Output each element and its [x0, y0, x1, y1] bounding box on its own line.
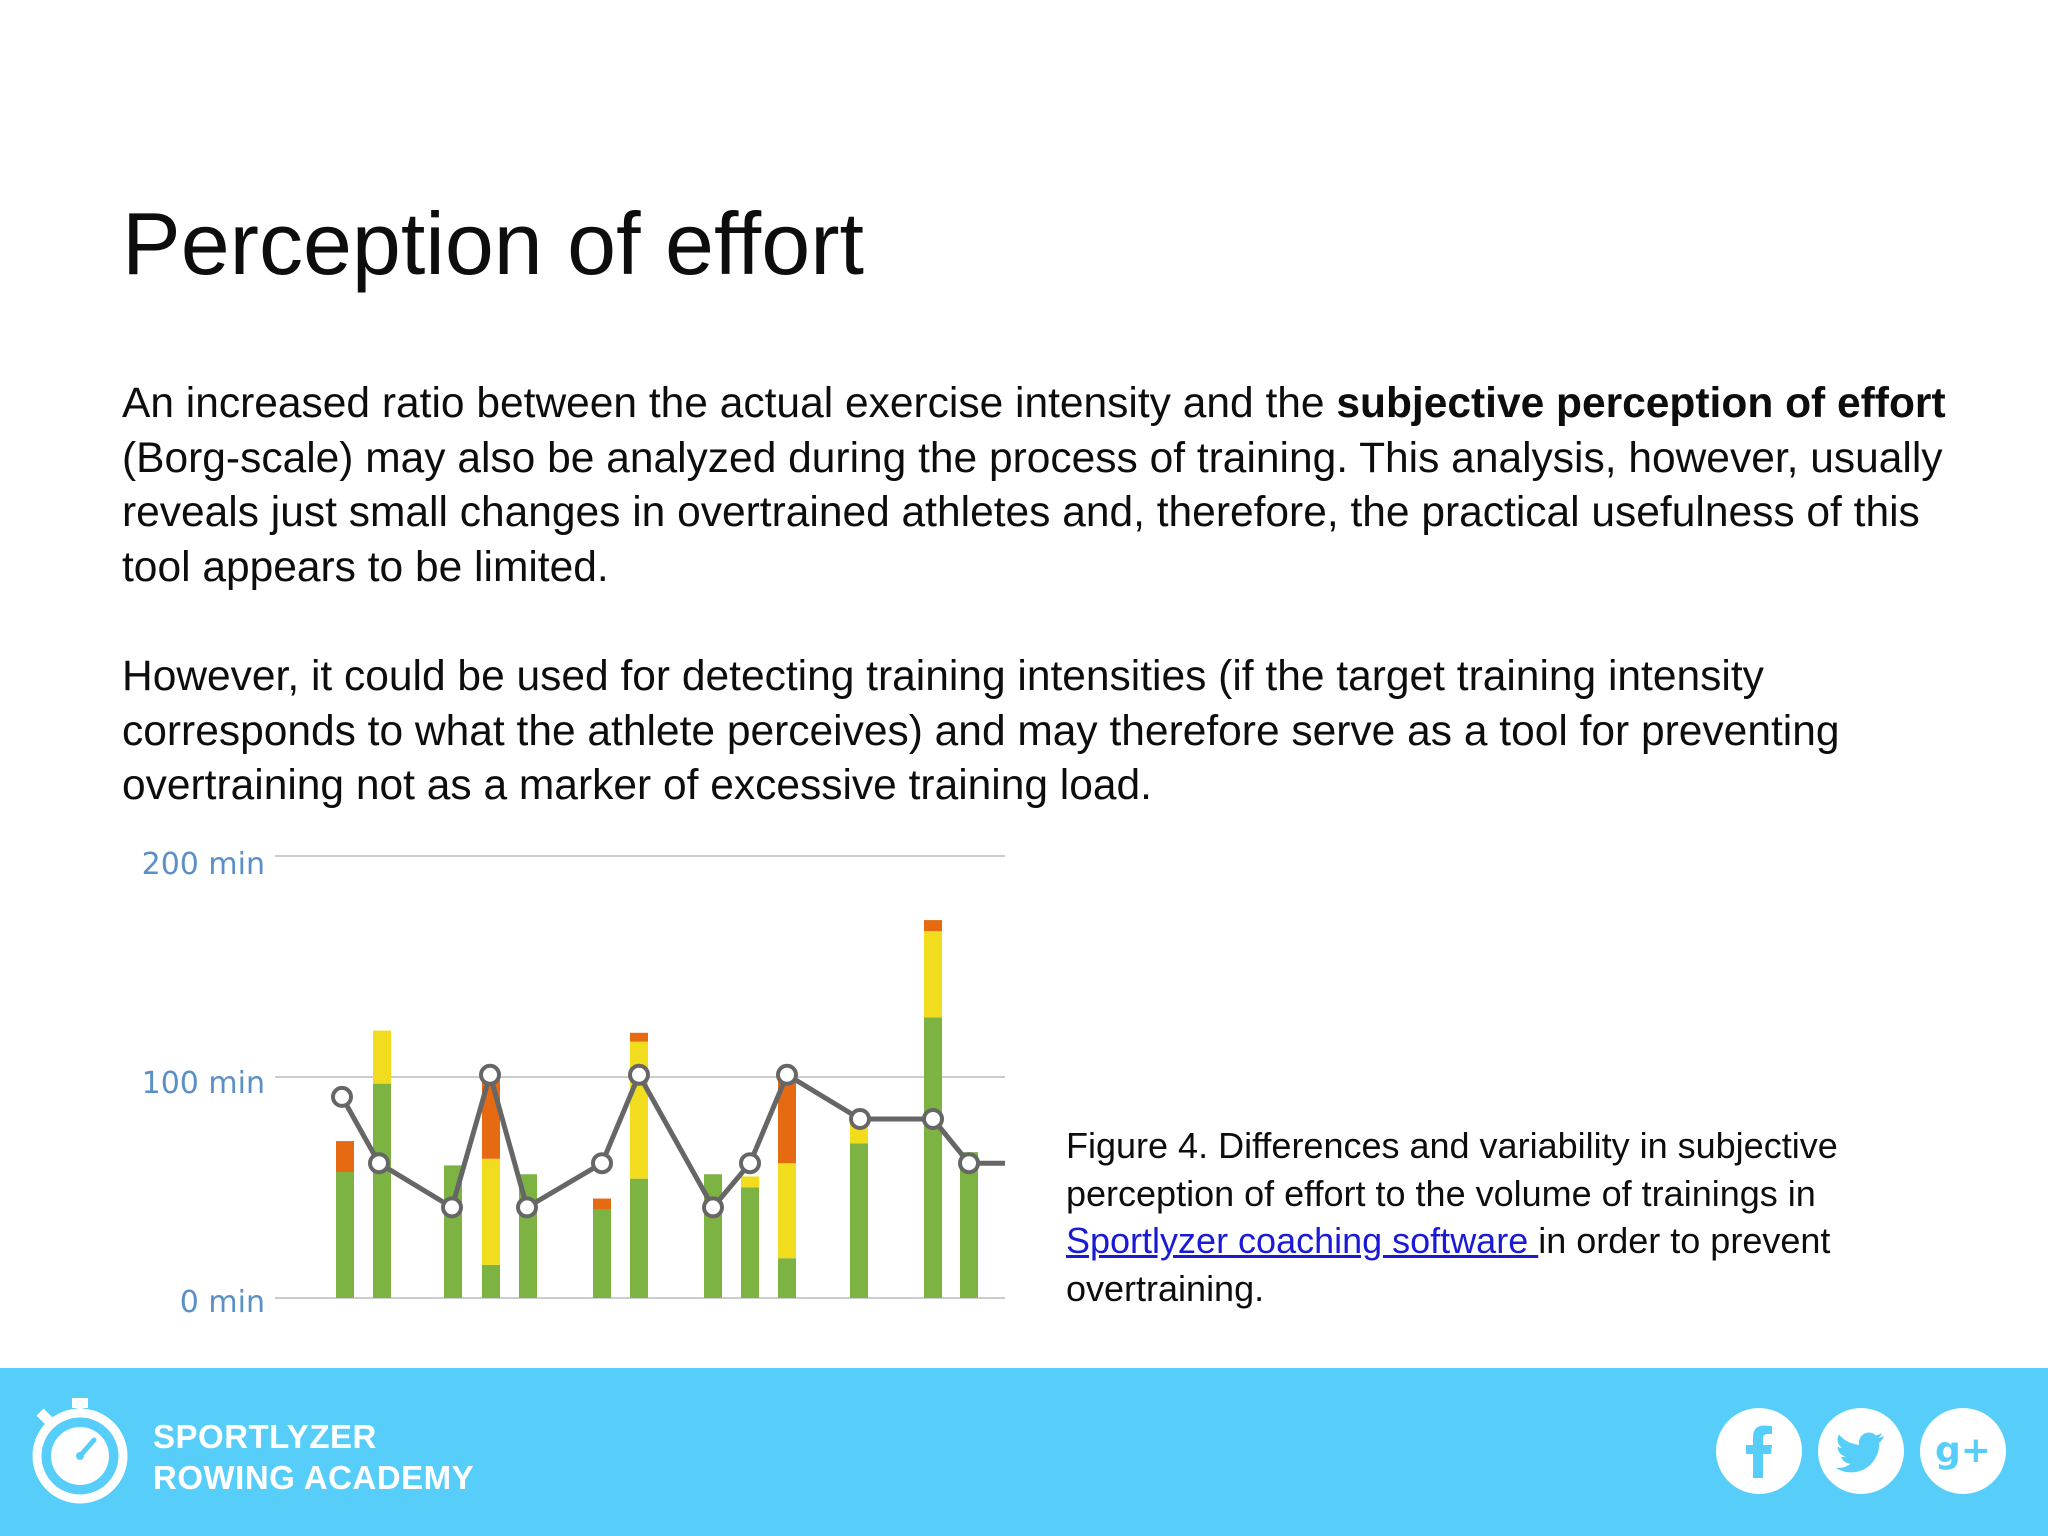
bar-7-yellow	[630, 1042, 648, 1179]
bar-9-yellow	[741, 1176, 759, 1187]
para1-text-end: (Borg-scale) may also be analyzed during the process of training. This analysis, however, usually reveals just small changes in overtrained athletes and, therefore, the practical usefulness of this tool appears to be limited.	[122, 434, 1943, 591]
rpe-point-11	[851, 1110, 869, 1128]
para1-text-start: An increased ratio between the actual exercise intensity and the	[122, 380, 1337, 427]
bar-9-green	[741, 1188, 759, 1299]
bar-12-orange	[924, 920, 942, 931]
bar-10-green	[778, 1258, 796, 1298]
twitter-button[interactable]	[1818, 1408, 1904, 1494]
bar-10-yellow	[778, 1163, 796, 1258]
y-tick-0: 0 min	[179, 1285, 265, 1320]
facebook-button[interactable]	[1716, 1408, 1802, 1494]
sportlyzer-software-link[interactable]: Sportlyzer coaching software	[1066, 1220, 1539, 1261]
bar-1-orange	[336, 1141, 354, 1172]
bar-1-green	[336, 1172, 354, 1298]
twitter-icon	[1818, 1408, 1904, 1494]
rpe-point-1	[333, 1088, 351, 1106]
bar-6-green	[593, 1210, 611, 1298]
training-volume-chart	[100, 838, 1020, 1328]
bar-7-green	[630, 1179, 648, 1298]
rpe-point-13	[960, 1154, 978, 1172]
chart-axis-labels	[142, 847, 265, 1320]
bar-7-orange	[630, 1033, 648, 1042]
chart-rpe-line	[333, 1066, 1005, 1217]
y-tick-200: 200 min	[141, 847, 265, 882]
bar-11-green	[850, 1143, 868, 1298]
rpe-point-7	[630, 1066, 648, 1084]
bar-2-green	[373, 1084, 391, 1298]
bar-12-green	[924, 1017, 942, 1298]
rpe-point-6	[593, 1154, 611, 1172]
rpe-point-5	[518, 1198, 536, 1216]
rpe-point-10	[778, 1066, 796, 1084]
caption-text-end: in order to prevent overtraining.	[1066, 1220, 1831, 1309]
rpe-point-2	[370, 1154, 388, 1172]
caption-text-start: Figure 4. Differences and variability in subjective perception of effort to the volume of trainings in	[1066, 1125, 1838, 1214]
rpe-point-8	[704, 1198, 722, 1216]
bar-2-yellow	[373, 1031, 391, 1084]
rpe-point-12	[924, 1110, 942, 1128]
facebook-icon	[1716, 1408, 1802, 1494]
paragraph-training-intensities: However, it could be used for detecting training intensities (if the target training intensity corresponds to what the athlete perceives) and may therefore serve as a tool for preventing overtraining not as a marker of excessive training load.	[122, 653, 1840, 809]
paragraph-borg-scale	[122, 377, 1962, 595]
bar-6-orange	[593, 1199, 611, 1210]
bar-4-green	[482, 1265, 500, 1298]
figure-caption	[1066, 1122, 1966, 1312]
y-tick-100: 100 min	[141, 1066, 265, 1101]
rpe-line	[342, 1075, 1005, 1208]
chart-svg	[100, 838, 1020, 1328]
brand-name: SPORTLYZER	[153, 1418, 377, 1455]
google-plus-button[interactable]	[1920, 1408, 2006, 1494]
bar-12-yellow	[924, 931, 942, 1017]
stopwatch-icon	[22, 1396, 134, 1508]
google-plus-icon: g+	[1935, 1430, 1991, 1471]
brand-subtitle: ROWING ACADEMY	[153, 1459, 475, 1496]
rpe-point-4	[481, 1066, 499, 1084]
slide-title: Perception of effort	[122, 194, 864, 293]
rpe-point-3	[443, 1198, 461, 1216]
rpe-point-9	[741, 1154, 759, 1172]
para1-bold-term: subjective perception of effort	[1336, 380, 1946, 427]
bar-4-yellow	[482, 1159, 500, 1265]
footer-bar	[0, 1368, 2048, 1536]
